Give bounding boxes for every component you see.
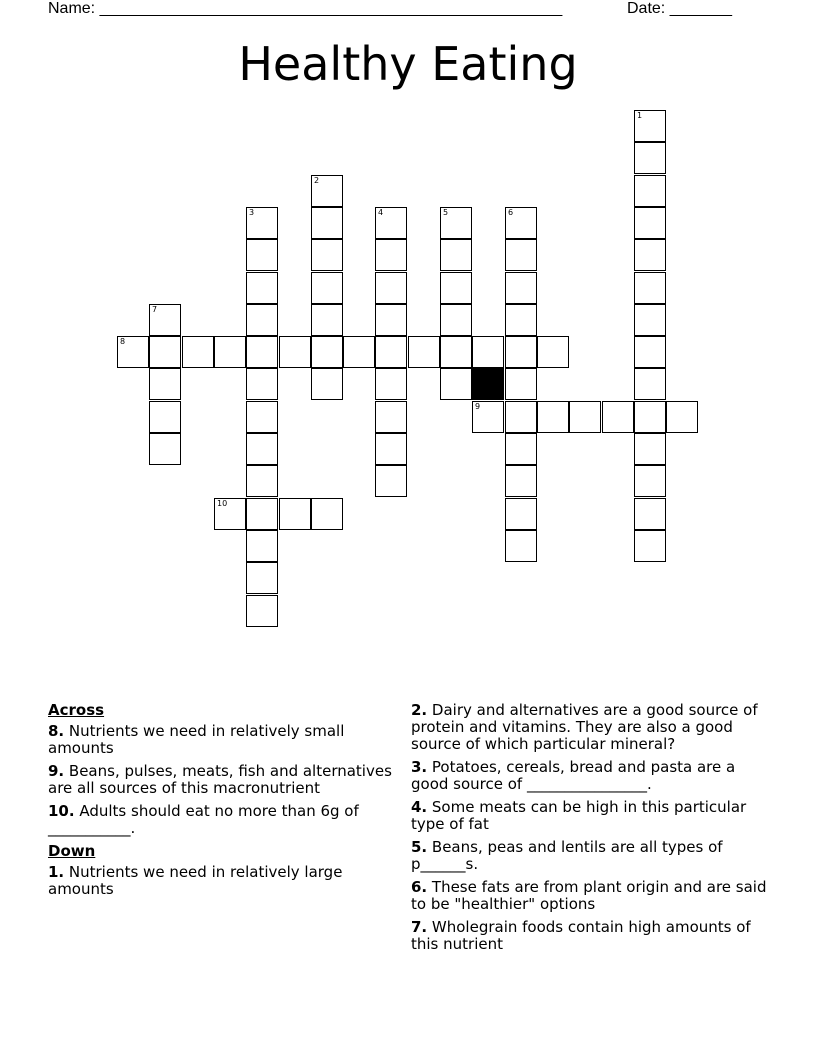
clue-number: 5. bbox=[411, 838, 428, 856]
crossword-cell[interactable] bbox=[537, 336, 569, 368]
clue-down-3 bbox=[411, 759, 771, 793]
crossword-cell[interactable] bbox=[375, 465, 407, 497]
crossword-cell[interactable] bbox=[375, 304, 407, 336]
crossword-cell[interactable] bbox=[440, 272, 472, 304]
crossword-cell[interactable] bbox=[311, 175, 343, 207]
crossword-cell[interactable] bbox=[246, 530, 278, 562]
clue-down-7 bbox=[411, 919, 771, 953]
crossword-cell[interactable] bbox=[634, 433, 666, 465]
clues-column-right bbox=[411, 702, 771, 959]
cell-number: 10 bbox=[217, 499, 228, 508]
crossword-cell[interactable] bbox=[440, 336, 472, 368]
crossword-cell[interactable] bbox=[375, 401, 407, 433]
crossword-cell[interactable] bbox=[246, 595, 278, 627]
crossword-cell[interactable] bbox=[149, 304, 181, 336]
clue-number: 2. bbox=[411, 701, 428, 719]
cell-number: 8 bbox=[120, 337, 126, 346]
crossword-cell[interactable] bbox=[408, 336, 440, 368]
crossword-cell[interactable] bbox=[182, 336, 214, 368]
crossword-cell[interactable] bbox=[311, 207, 343, 239]
clues-column-left bbox=[48, 702, 393, 904]
crossword-cell[interactable] bbox=[246, 465, 278, 497]
crossword-cell[interactable] bbox=[505, 207, 537, 239]
crossword-cell[interactable] bbox=[634, 465, 666, 497]
clue-down-1 bbox=[48, 864, 393, 898]
crossword-cell[interactable] bbox=[246, 272, 278, 304]
crossword-cell[interactable] bbox=[634, 368, 666, 400]
crossword-cell[interactable] bbox=[634, 401, 666, 433]
crossword-cell[interactable] bbox=[634, 530, 666, 562]
cell-number: 2 bbox=[314, 176, 320, 185]
page-title: Healthy Eating bbox=[238, 37, 578, 91]
cell-number: 5 bbox=[443, 208, 449, 217]
crossword-cell[interactable] bbox=[311, 498, 343, 530]
crossword-cell[interactable] bbox=[569, 401, 601, 433]
crossword-cell[interactable] bbox=[246, 336, 278, 368]
crossword-cell[interactable] bbox=[440, 368, 472, 400]
crossword-cell[interactable] bbox=[505, 465, 537, 497]
clue-down-4 bbox=[411, 799, 771, 833]
cell-number: 6 bbox=[508, 208, 514, 217]
clue-text: These fats are from plant origin and are said to be "healthier" options bbox=[411, 878, 767, 913]
crossword-cell[interactable] bbox=[634, 272, 666, 304]
clue-text: Beans, peas and lentils are all types of p______s. bbox=[411, 838, 723, 873]
clue-down-2 bbox=[411, 702, 771, 753]
crossword-cell[interactable] bbox=[311, 368, 343, 400]
across-heading: Across bbox=[48, 701, 105, 719]
clue-number: 4. bbox=[411, 798, 428, 816]
crossword-cell[interactable] bbox=[634, 142, 666, 174]
crossword-cell[interactable] bbox=[505, 368, 537, 400]
crossword-cell[interactable] bbox=[246, 304, 278, 336]
crossword-cell[interactable] bbox=[246, 433, 278, 465]
cell-number: 4 bbox=[378, 208, 384, 217]
clue-number: 7. bbox=[411, 918, 428, 936]
name-field-label: Name: ____________________________________________________ bbox=[48, 0, 563, 17]
crossword-cell[interactable] bbox=[343, 336, 375, 368]
crossword-cell[interactable] bbox=[505, 530, 537, 562]
date-field-label: Date: _______ bbox=[627, 0, 732, 17]
crossword-cell[interactable] bbox=[634, 175, 666, 207]
crossword-cell[interactable] bbox=[214, 498, 246, 530]
clue-number: 6. bbox=[411, 878, 428, 896]
cell-number: 3 bbox=[249, 208, 255, 217]
crossword-cell[interactable] bbox=[440, 304, 472, 336]
crossword-cell[interactable] bbox=[246, 401, 278, 433]
clue-number: 9. bbox=[48, 762, 65, 780]
crossword-cell[interactable] bbox=[279, 336, 311, 368]
crossword-cell[interactable] bbox=[505, 239, 537, 271]
crossword-cell[interactable] bbox=[375, 272, 407, 304]
crossword-cell[interactable] bbox=[505, 272, 537, 304]
clue-text: Beans, pulses, meats, fish and alternatives are all sources of this macronutrient bbox=[48, 762, 392, 797]
clue-across-10 bbox=[48, 803, 393, 837]
clue-across-8 bbox=[48, 723, 393, 757]
clue-across-9 bbox=[48, 763, 393, 797]
crossword-cell[interactable] bbox=[149, 433, 181, 465]
crossword-cell[interactable] bbox=[440, 239, 472, 271]
crossword-cell[interactable] bbox=[246, 207, 278, 239]
clue-text: Nutrients we need in relatively small amounts bbox=[48, 722, 345, 757]
crossword-cell[interactable] bbox=[375, 336, 407, 368]
crossword-cell[interactable] bbox=[634, 498, 666, 530]
crossword-cell[interactable] bbox=[279, 498, 311, 530]
clue-number: 3. bbox=[411, 758, 428, 776]
clue-text: Some meats can be high in this particular type of fat bbox=[411, 798, 747, 833]
crossword-cell[interactable] bbox=[117, 336, 149, 368]
crossword-cell[interactable] bbox=[246, 239, 278, 271]
crossword-cell[interactable] bbox=[602, 401, 634, 433]
crossword-cell[interactable] bbox=[149, 401, 181, 433]
clue-text: Nutrients we need in relatively large amounts bbox=[48, 863, 343, 898]
cell-number: 1 bbox=[637, 111, 643, 120]
crossword-cell[interactable] bbox=[505, 498, 537, 530]
crossword-cell[interactable] bbox=[505, 304, 537, 336]
crossword-cell[interactable] bbox=[246, 368, 278, 400]
crossword-cell[interactable] bbox=[311, 239, 343, 271]
crossword-cell[interactable] bbox=[149, 368, 181, 400]
crossword-cell[interactable] bbox=[246, 562, 278, 594]
clue-text: Dairy and alternatives are a good source of protein and vitamins. They are also a good source of which particular mineral? bbox=[411, 701, 758, 753]
crossword-cell[interactable] bbox=[440, 207, 472, 239]
crossword-cell[interactable] bbox=[311, 304, 343, 336]
clue-number: 8. bbox=[48, 722, 65, 740]
crossword-cell[interactable] bbox=[214, 336, 246, 368]
clue-text: Wholegrain foods contain high amounts of this nutrient bbox=[411, 918, 751, 953]
crossword-cell[interactable] bbox=[634, 239, 666, 271]
crossword-cell[interactable] bbox=[537, 401, 569, 433]
crossword-cell[interactable] bbox=[375, 239, 407, 271]
crossword-cell[interactable] bbox=[505, 336, 537, 368]
crossword-cell[interactable] bbox=[311, 336, 343, 368]
crossword-cell[interactable] bbox=[472, 401, 504, 433]
crossword-cell[interactable] bbox=[375, 368, 407, 400]
crossword-cell[interactable] bbox=[634, 110, 666, 142]
crossword-cell[interactable] bbox=[505, 401, 537, 433]
crossword-cell[interactable] bbox=[634, 336, 666, 368]
crossword-cell[interactable] bbox=[634, 304, 666, 336]
crossword-cell[interactable] bbox=[149, 336, 181, 368]
crossword-block-cell bbox=[472, 368, 504, 400]
crossword-cell[interactable] bbox=[375, 433, 407, 465]
clue-text: Adults should eat no more than 6g of ___________. bbox=[48, 802, 359, 837]
crossword-cell[interactable] bbox=[505, 433, 537, 465]
clue-number: 10. bbox=[48, 802, 75, 820]
crossword-cell[interactable] bbox=[375, 207, 407, 239]
crossword-cell[interactable] bbox=[311, 272, 343, 304]
down-heading: Down bbox=[48, 842, 96, 860]
crossword-cell[interactable] bbox=[472, 336, 504, 368]
crossword-cell[interactable] bbox=[666, 401, 698, 433]
clue-down-6 bbox=[411, 879, 771, 913]
cell-number: 7 bbox=[152, 305, 158, 314]
cell-number: 9 bbox=[475, 402, 481, 411]
clue-number: 1. bbox=[48, 863, 65, 881]
crossword-cell[interactable] bbox=[246, 498, 278, 530]
clue-text: Potatoes, cereals, bread and pasta are a good source of ________________. bbox=[411, 758, 736, 793]
clue-down-5 bbox=[411, 839, 771, 873]
crossword-cell[interactable] bbox=[634, 207, 666, 239]
